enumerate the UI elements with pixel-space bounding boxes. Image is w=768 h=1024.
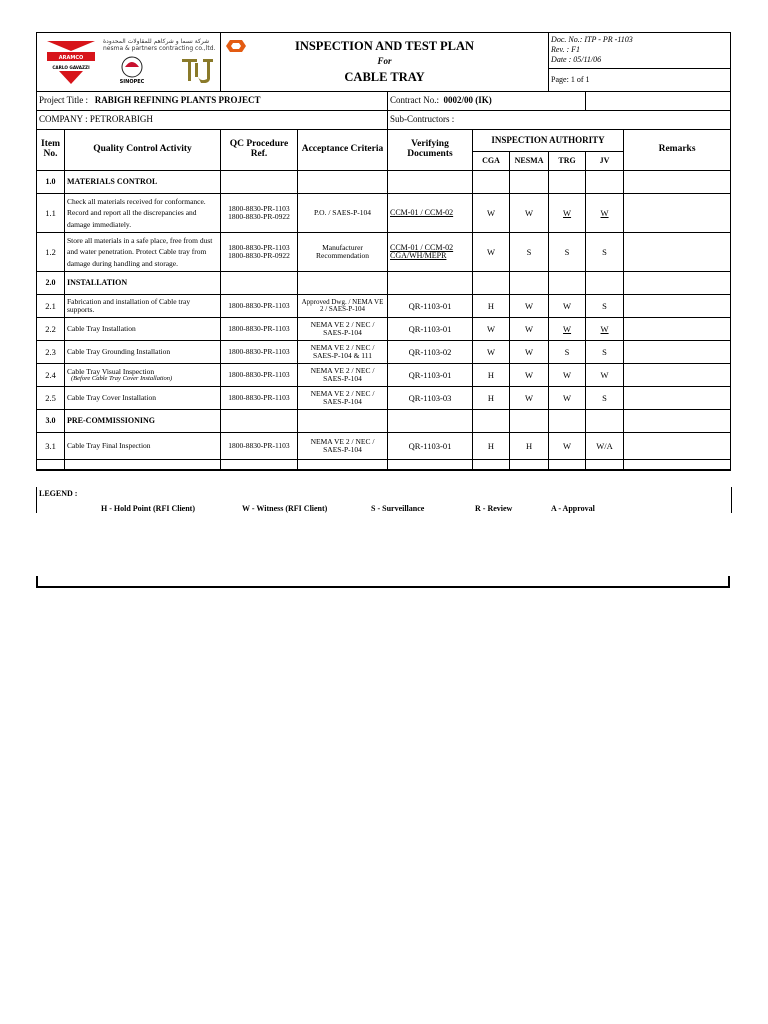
cga-value: H [473, 295, 510, 318]
verifying: QR-1103-01 [388, 295, 473, 318]
activity: Cable Tray Cover Installation [65, 387, 221, 410]
nesma-value: W [510, 295, 549, 318]
table-row [37, 233, 731, 272]
item-no: 3.1 [37, 433, 65, 460]
table-row [37, 194, 731, 233]
doc-number: Doc. No.: ITP - PR -1103 [551, 35, 633, 45]
column-header-row [37, 130, 731, 152]
section-title: PRE-COMMISSIONING [65, 410, 221, 433]
acceptance: Manufacturer Recommendation [298, 233, 388, 272]
verifying: CCM-01 / CCM-02 [388, 194, 473, 233]
nesma-value: W [510, 387, 549, 410]
qc-procedure: 1800-8830-PR-1103 [221, 433, 298, 460]
item-no: 2.3 [37, 341, 65, 364]
contract-value: 0002/00 (IK) [443, 95, 492, 106]
subcontractors-cell: Sub-Contructors : [388, 111, 731, 130]
qc-procedure: 1800-8830-PR-1103 [221, 295, 298, 318]
item-no: 2.4 [37, 364, 65, 387]
col-activity: Quality Control Activity [65, 130, 221, 171]
qc-procedure: 1800-8830-PR-1103 [221, 341, 298, 364]
col-trg: TRG [549, 151, 586, 170]
acceptance: NEMA VE 2 / NEC / SAES-P-104 [298, 433, 388, 460]
table-row [37, 341, 731, 364]
section-row [37, 272, 731, 295]
acceptance: NEMA VE 2 / NEC / SAES-P-104 & 111 [298, 341, 388, 364]
jv-value: W [586, 194, 624, 233]
activity: Cable Tray Installation [65, 318, 221, 341]
itp-table [36, 32, 731, 471]
svg-text:ARAMCO: ARAMCO [58, 55, 84, 61]
verifying: QR-1103-01 [388, 318, 473, 341]
cga-value: H [473, 433, 510, 460]
qc-procedure: 1800-8830-PR-1103 1800-8830-PR-0922 [221, 233, 298, 272]
col-item: Item No. [37, 130, 65, 171]
legend-witness: W - Witness (RFI Client) [242, 504, 328, 513]
section-title: INSTALLATION [65, 272, 221, 295]
remarks [624, 341, 731, 364]
col-remarks: Remarks [624, 130, 731, 171]
nesma-arabic-text: شركة نسما و شركاهم للمقاولات المحدودة [103, 38, 210, 45]
cga-value: W [473, 233, 510, 272]
activity: Store all materials in a safe place, free from dust and water penetration. Protect Cable tray from damage during handling and storage. [65, 233, 221, 272]
jv-value: S [586, 295, 624, 318]
for-label: For [377, 55, 392, 66]
cga-value: W [473, 194, 510, 233]
contract-label: Contract No.: [390, 95, 439, 106]
item-no: 2.2 [37, 318, 65, 341]
trg-value: W [549, 364, 586, 387]
cga-value: H [473, 387, 510, 410]
item-no: 1.1 [37, 194, 65, 233]
acceptance: NEMA VE 2 / NEC / SAES-P-104 [298, 387, 388, 410]
acceptance: NEMA VE 2 / NEC / SAES-P-104 [298, 364, 388, 387]
col-nesma: NESMA [510, 151, 549, 170]
legend [36, 487, 732, 513]
item-no: 2.1 [37, 295, 65, 318]
activity: Cable Tray Grounding Installation [65, 341, 221, 364]
jv-value: S [586, 233, 624, 272]
activity: Fabrication and installation of Cable tray supports. [65, 295, 221, 318]
col-cga: CGA [473, 151, 510, 170]
doc-info [549, 33, 731, 69]
remarks [624, 387, 731, 410]
item-no: 3.0 [37, 410, 65, 433]
nesma-value: W [510, 364, 549, 387]
logo-area [37, 33, 221, 92]
acceptance: Approved Dwg. / NEMA VE 2 / SAES-P-104 [298, 295, 388, 318]
empty-row [37, 460, 731, 471]
qc-procedure: 1800-8830-PR-1103 1800-8830-PR-0922 [221, 194, 298, 233]
trg-value: W [549, 295, 586, 318]
project-title-label: Project Title : [39, 95, 89, 106]
verifying: QR-1103-03 [388, 387, 473, 410]
acceptance: P.O. / SAES-P-104 [298, 194, 388, 233]
jv-value: W [586, 318, 624, 341]
table-row [37, 318, 731, 341]
trg-logo [181, 57, 217, 83]
qc-procedure: 1800-8830-PR-1103 [221, 387, 298, 410]
page-number: Page: 1 of 1 [549, 68, 731, 91]
qc-procedure: 1800-8830-PR-1103 [221, 318, 298, 341]
trg-value: S [549, 341, 586, 364]
aramco-logo [45, 39, 97, 85]
nesma-logo [225, 39, 247, 53]
blank-cell [586, 92, 731, 111]
header-row [37, 33, 731, 69]
item-no: 2.5 [37, 387, 65, 410]
activity: Check all materials received for conformance. Record and report all the discrepancies and damage immediately. [65, 194, 221, 233]
trg-value: W [549, 194, 586, 233]
section-row [37, 171, 731, 194]
trg-value: S [549, 233, 586, 272]
jv-value: W/A [586, 433, 624, 460]
jv-value: W [586, 364, 624, 387]
jv-value: S [586, 341, 624, 364]
col-inspection-authority: INSPECTION AUTHORITY [473, 130, 624, 152]
section-row [37, 410, 731, 433]
col-qc-procedure: QC Procedure Ref. [221, 130, 298, 171]
company-cell: COMPANY : PETRORABIGH [37, 111, 388, 130]
legend-review: R - Review [475, 504, 513, 513]
activity: Cable Tray Final Inspection [65, 433, 221, 460]
item-no: 1.0 [37, 171, 65, 194]
table-row [37, 295, 731, 318]
table-row [37, 364, 731, 387]
nesma-value: W [510, 318, 549, 341]
nesma-value: S [510, 233, 549, 272]
remarks [624, 364, 731, 387]
verifying: QR-1103-01 [388, 364, 473, 387]
sinopec-logo [115, 55, 149, 85]
cga-value: W [473, 318, 510, 341]
nesma-english-text: nesma & partners contracting co.,ltd. [103, 45, 216, 52]
legend-surveillance: S - Surveillance [371, 504, 425, 513]
col-verifying: Verifying Documents [388, 130, 473, 171]
revision: Rev. : F1 [551, 45, 580, 55]
contract-cell [388, 92, 586, 111]
cga-value: H [473, 364, 510, 387]
verifying: QR-1103-02 [388, 341, 473, 364]
doc-date: Date : 05/11/06 [551, 55, 602, 65]
project-title-cell [37, 92, 388, 111]
verifying: QR-1103-01 [388, 433, 473, 460]
legend-title: LEGEND : [39, 489, 78, 498]
legend-approval: A - Approval [551, 504, 595, 513]
activity: Cable Tray Visual Inspection (Before Cable Tray Cover Installation) [65, 364, 221, 387]
section-title: MATERIALS CONTROL [65, 171, 221, 194]
remarks [624, 233, 731, 272]
remarks [624, 295, 731, 318]
trg-value: W [549, 318, 586, 341]
item-no: 1.2 [37, 233, 65, 272]
project-row [37, 92, 731, 111]
nesma-value: W [510, 194, 549, 233]
item-no: 2.0 [37, 272, 65, 295]
remarks [624, 318, 731, 341]
trg-value: W [549, 387, 586, 410]
verifying: CCM-01 / CCM-02 CGA/WH/MEPR [388, 233, 473, 272]
svg-text:SINOPEC: SINOPEC [119, 79, 145, 85]
svg-text:CARLO GAVAZZI: CARLO GAVAZZI [52, 65, 90, 70]
nesma-value: H [510, 433, 549, 460]
acceptance: NEMA VE 2 / NEC / SAES-P-104 [298, 318, 388, 341]
document-subject: CABLE TRAY [344, 70, 425, 85]
document-title: INSPECTION AND TEST PLAN [294, 38, 475, 53]
remarks [624, 433, 731, 460]
table-row [37, 433, 731, 460]
jv-value: S [586, 387, 624, 410]
project-title-value: RABIGH REFINING PLANTS PROJECT [94, 95, 261, 106]
col-jv: JV [586, 151, 624, 170]
itp-sheet [36, 32, 730, 513]
trg-value: W [549, 433, 586, 460]
nesma-value: W [510, 341, 549, 364]
remarks [624, 194, 731, 233]
title-block [221, 33, 549, 92]
cga-value: W [473, 341, 510, 364]
company-row [37, 111, 731, 130]
legend-hold-point: H - Hold Point (RFI Client) [101, 504, 195, 513]
col-acceptance: Acceptance Criteria [298, 130, 388, 171]
table-row [37, 387, 731, 410]
qc-procedure: 1800-8830-PR-1103 [221, 364, 298, 387]
frame-bottom-line [36, 586, 730, 588]
